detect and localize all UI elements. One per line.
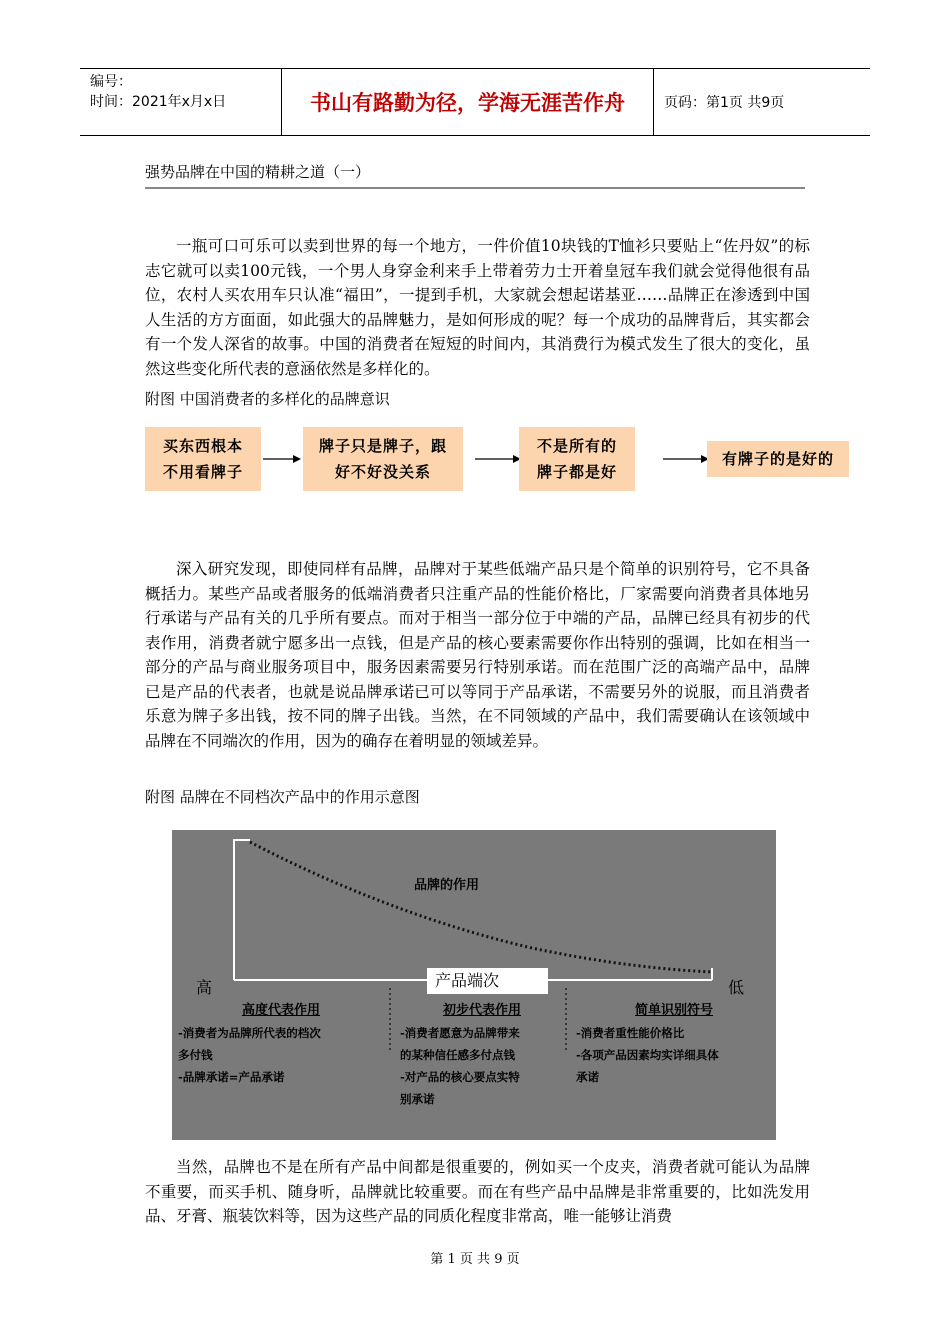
arrow-right-icon (475, 453, 521, 465)
paragraph-3: 当然，品牌也不是在所有产品中间都是很重要的，例如买一个皮夹，消费者就可能认为品牌不重要，而买手机、随身听，品牌就比较重要。而在有些产品中品牌是非常重要的，比如洗发用品、牙膏、瓶装饮料等，因为这些产品的同质化程度非常高，唯一能够让消费 (145, 1158, 810, 1225)
flow-box-2: 牌子只是牌子，跟 好不好没关系 (303, 427, 463, 491)
header-page-label: 页码：第1页 共9页 (664, 95, 785, 111)
arrow-right-icon (263, 453, 301, 465)
time-label: 时间：2021年x月x日 (90, 94, 227, 110)
flow-box-1: 买东西根本 不用看牌子 (145, 427, 261, 491)
caption-flow: 附图 中国消费者的多样化的品牌意识 (145, 390, 390, 408)
col-mid: 初步代表作用 -消费者愿意为品牌带来 的某种信任感多付点钱 -对产品的核心要点实特 别承诺 (400, 1003, 521, 1106)
page-header (80, 68, 870, 136)
document-title: 强势品牌在中国的精耕之道（一） (145, 161, 805, 189)
brand-role-figure (172, 830, 776, 1140)
high-label: 高 (196, 978, 213, 997)
page-footer: 第 1 页 共 9 页 (430, 1252, 520, 1267)
col-high: 高度代表作用 -消费者为品牌所代表的档次 多付钱 -品牌承诺=产品承诺 (178, 1003, 321, 1084)
paragraph-1: 一瓶可口可乐可以卖到世界的每一个地方，一件价值10块钱的T恤衫只要贴上“佐丹奴”的标志它就可以卖100元钱，一个男人身穿金利来手上带着劳力士开着皇冠车我们就会觉得他很有品位，农村人买农用车只认准“福田”，一提到手机，大家就会想起诺基亚……品牌正在渗透到中国人生活的方方面面，如此强大的品牌魅力，是如何形成的呢？每一个成功的品牌背后，其实都会有一个发人深省的故事。中国的消费者在短短的时间内，其消费行为模式发生了很大的变化，虽然这些变化所代表的意涵依然是多样化的。 (145, 237, 810, 378)
low-label: 低 (728, 978, 745, 997)
paragraph-2: 深入研究发现，即使同样有品牌，品牌对于某些低端产品只是个简单的识别符号，它不具备概括力。某些产品或者服务的低端消费者只注重产品的性能价格比，厂家需要向消费者具体地另行承诺与产品有关的几乎所有要点。而对于相当一部分位于中端的产品，品牌已经具有初步的代表作用，消费者就宁愿多出一点钱，但是产品的核心要素需要你作出特别的强调，比如在相当一部分的产品与商业服务项目中，服务因素需要另行特别承诺。而在范围广泛的高端产品中，品牌已是产品的代表者，也就是说品牌承诺已可以等同于产品承诺，不需要另外的说服，而且消费者乐意为牌子多出钱，按不同的牌子出钱。当然，在不同领域的产品中，我们需要确认在该领域中品牌在不同端次的作用，因为的确存在着明显的领域差异。 (145, 560, 810, 750)
axis-label: 产品端次 (427, 968, 548, 994)
arrow-right-icon (663, 453, 709, 465)
header-meta (80, 69, 282, 135)
header-motto: 书山有路勤为径，学海无涯苦作舟 (282, 69, 654, 135)
col-low: 简单识别符号 -消费者重性能价格比 -各项产品因素均实详细具体 承诺 (576, 1003, 719, 1084)
brand-awareness-flow (145, 427, 855, 493)
curve-label: 品牌的作用 (414, 878, 480, 893)
caption-figure: 附图 品牌在不同档次产品中的作用示意图 (145, 788, 420, 806)
flow-box-4: 有牌子的是好的 (707, 441, 849, 477)
flow-box-3: 不是所有的 牌子都是好 (519, 427, 635, 491)
number-label: 编号： (90, 74, 132, 90)
